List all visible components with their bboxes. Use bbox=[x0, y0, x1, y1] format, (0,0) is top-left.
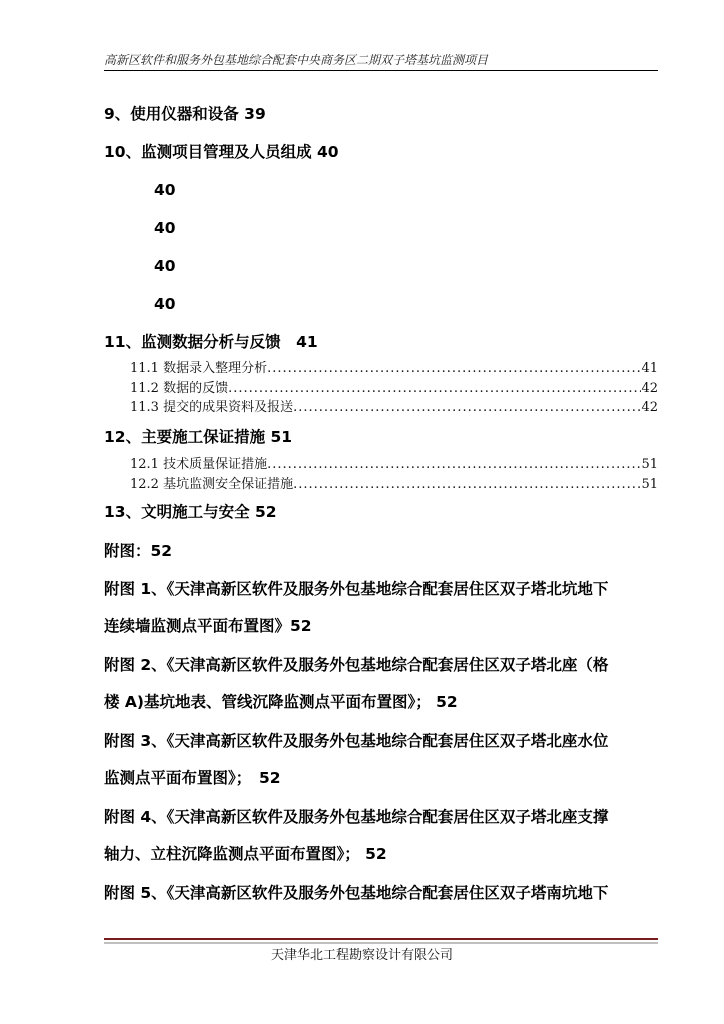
toc-entry-10[interactable]: 10、监测项目管理及人员组成 40 bbox=[104, 143, 339, 161]
toc-page: 41 bbox=[641, 361, 658, 376]
toc-title: 11.2 数据的反馈 bbox=[130, 381, 229, 396]
toc-entry-page[interactable]: 40 bbox=[154, 219, 176, 237]
toc-leader bbox=[293, 399, 641, 417]
toc-entry-page[interactable]: 40 bbox=[154, 257, 176, 275]
toc-entry-fig3-cont[interactable]: 监测点平面布置图》； 52 bbox=[104, 769, 281, 787]
toc-entry-9[interactable]: 9、使用仪器和设备 39 bbox=[104, 105, 266, 123]
toc-page: 51 bbox=[641, 477, 658, 492]
toc-entry-page[interactable]: 40 bbox=[154, 181, 176, 199]
toc-leader bbox=[228, 380, 641, 398]
page-header: 高新区软件和服务外包基地综合配套中央商务区二期双子塔基坑监测项目 bbox=[104, 53, 489, 67]
toc-page: 51 bbox=[641, 457, 658, 472]
toc-entry-12[interactable]: 12、主要施工保证措施 51 bbox=[104, 428, 293, 446]
toc-entry-12-1[interactable] bbox=[130, 456, 658, 474]
toc-entry-13[interactable]: 13、文明施工与安全 52 bbox=[104, 503, 277, 521]
toc-entry-fig3[interactable]: 附图 3、《天津高新区软件及服务外包基地综合配套居住区双子塔北座水位 bbox=[104, 732, 609, 750]
footer-rule bbox=[104, 938, 658, 940]
toc-entry-11-1[interactable] bbox=[130, 360, 658, 378]
toc-entry-fig5[interactable]: 附图 5、《天津高新区软件及服务外包基地综合配套居住区双子塔南坑地下 bbox=[104, 884, 609, 902]
header-rule bbox=[104, 70, 658, 71]
toc-entry-11-3[interactable] bbox=[130, 399, 658, 417]
toc-entry-appendix[interactable]: 附图：52 bbox=[104, 542, 173, 560]
toc-entry-11-2[interactable] bbox=[130, 380, 658, 398]
toc-entry-fig4-cont[interactable]: 轴力、立柱沉降监测点平面布置图》； 52 bbox=[104, 845, 387, 863]
toc-leader bbox=[267, 456, 641, 474]
toc-entry-fig1-cont[interactable]: 连续墙监测点平面布置图》52 bbox=[104, 617, 312, 635]
toc-entry-fig2-cont[interactable]: 楼 A)基坑地表、管线沉降监测点平面布置图》； 52 bbox=[104, 693, 458, 711]
toc-leader bbox=[293, 476, 641, 494]
toc-title: 11.1 数据录入整理分析 bbox=[130, 361, 268, 376]
toc-leader bbox=[267, 360, 641, 378]
toc-entry-11[interactable]: 11、监测数据分析与反馈 41 bbox=[104, 333, 318, 351]
toc-page: 42 bbox=[641, 400, 658, 415]
toc-entry-fig4[interactable]: 附图 4、《天津高新区软件及服务外包基地综合配套居住区双子塔北座支撑 bbox=[104, 808, 609, 826]
toc-title: 12.2 基坑监测安全保证措施 bbox=[130, 477, 294, 492]
page-footer: 天津华北工程勘察设计有限公司 bbox=[270, 948, 453, 963]
toc-title: 12.1 技术质量保证措施 bbox=[130, 457, 268, 472]
toc-entry-fig1[interactable]: 附图 1、《天津高新区软件及服务外包基地综合配套居住区双子塔北坑地下 bbox=[104, 580, 609, 598]
toc-title: 11.3 提交的成果资料及报送 bbox=[130, 400, 294, 415]
toc-entry-fig2[interactable]: 附图 2、《天津高新区软件及服务外包基地综合配套居住区双子塔北座（格 bbox=[104, 656, 609, 674]
toc-entry-12-2[interactable] bbox=[130, 476, 658, 494]
toc-entry-page[interactable]: 40 bbox=[154, 295, 176, 313]
footer-rule-shadow bbox=[104, 942, 658, 944]
toc-page: 42 bbox=[641, 381, 658, 396]
